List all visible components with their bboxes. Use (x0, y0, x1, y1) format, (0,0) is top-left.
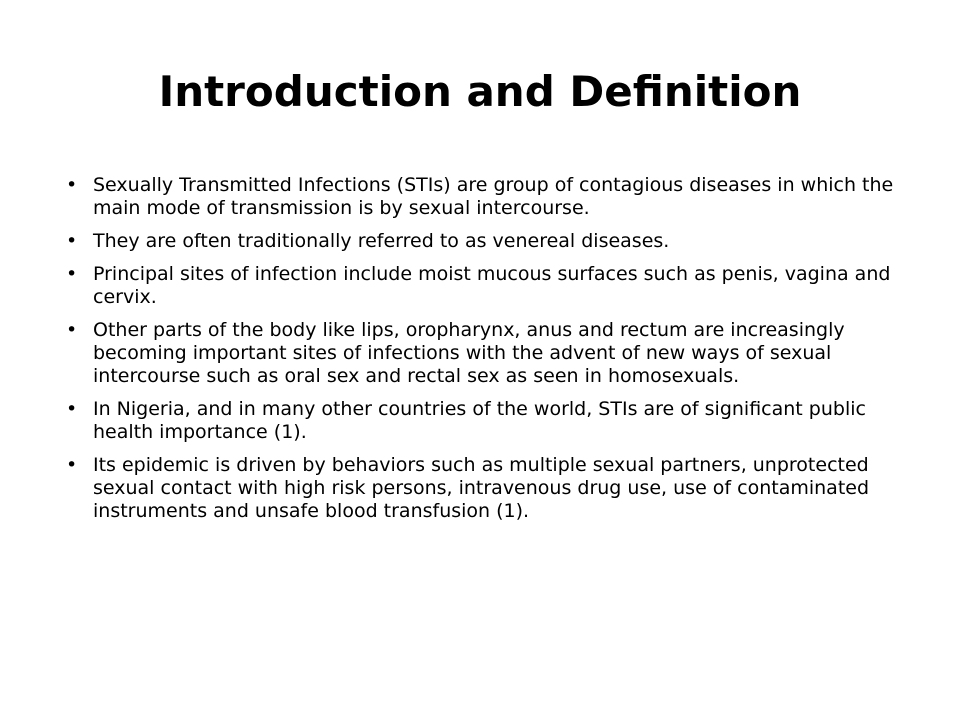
bullet-item (66, 263, 919, 309)
bullet-item (66, 319, 919, 388)
bullet-icon: • (66, 230, 78, 252)
bullet-text: They are often traditionally referred to as venereal diseases. (93, 230, 670, 252)
bullet-text: Other parts of the body like lips, oropharynx, anus and rectum are increasingly becoming important sites of infections with the advent of new ways of sexual intercourse such as oral sex and rectal sex as seen in homosexuals. (93, 319, 845, 387)
bullet-list (66, 174, 919, 533)
bullet-text: Its epidemic is driven by behaviors such as multiple sexual partners, unprotected sexual contact with high risk persons, intravenous drug use, use of contaminated instruments and unsafe blood transfusion (1). (93, 454, 870, 522)
bullet-icon: • (66, 319, 78, 341)
bullet-item (66, 454, 919, 523)
bullet-item (66, 174, 919, 220)
bullet-text: Sexually Transmitted Infections (STIs) are group of contagious diseases in which the main mode of transmission is by sexual intercourse. (93, 174, 894, 219)
bullet-icon: • (66, 174, 78, 196)
bullet-icon: • (66, 454, 78, 476)
bullet-text: Principal sites of infection include moist mucous surfaces such as penis, vagina and cervix. (93, 263, 891, 308)
bullet-icon: • (66, 398, 78, 420)
bullet-item (66, 230, 919, 253)
slide-title: Introduction and Definition (158, 67, 802, 116)
bullet-item (66, 398, 919, 444)
bullet-icon: • (66, 263, 78, 285)
bullet-text: In Nigeria, and in many other countries of the world, STIs are of significant public health importance (1). (93, 398, 866, 443)
